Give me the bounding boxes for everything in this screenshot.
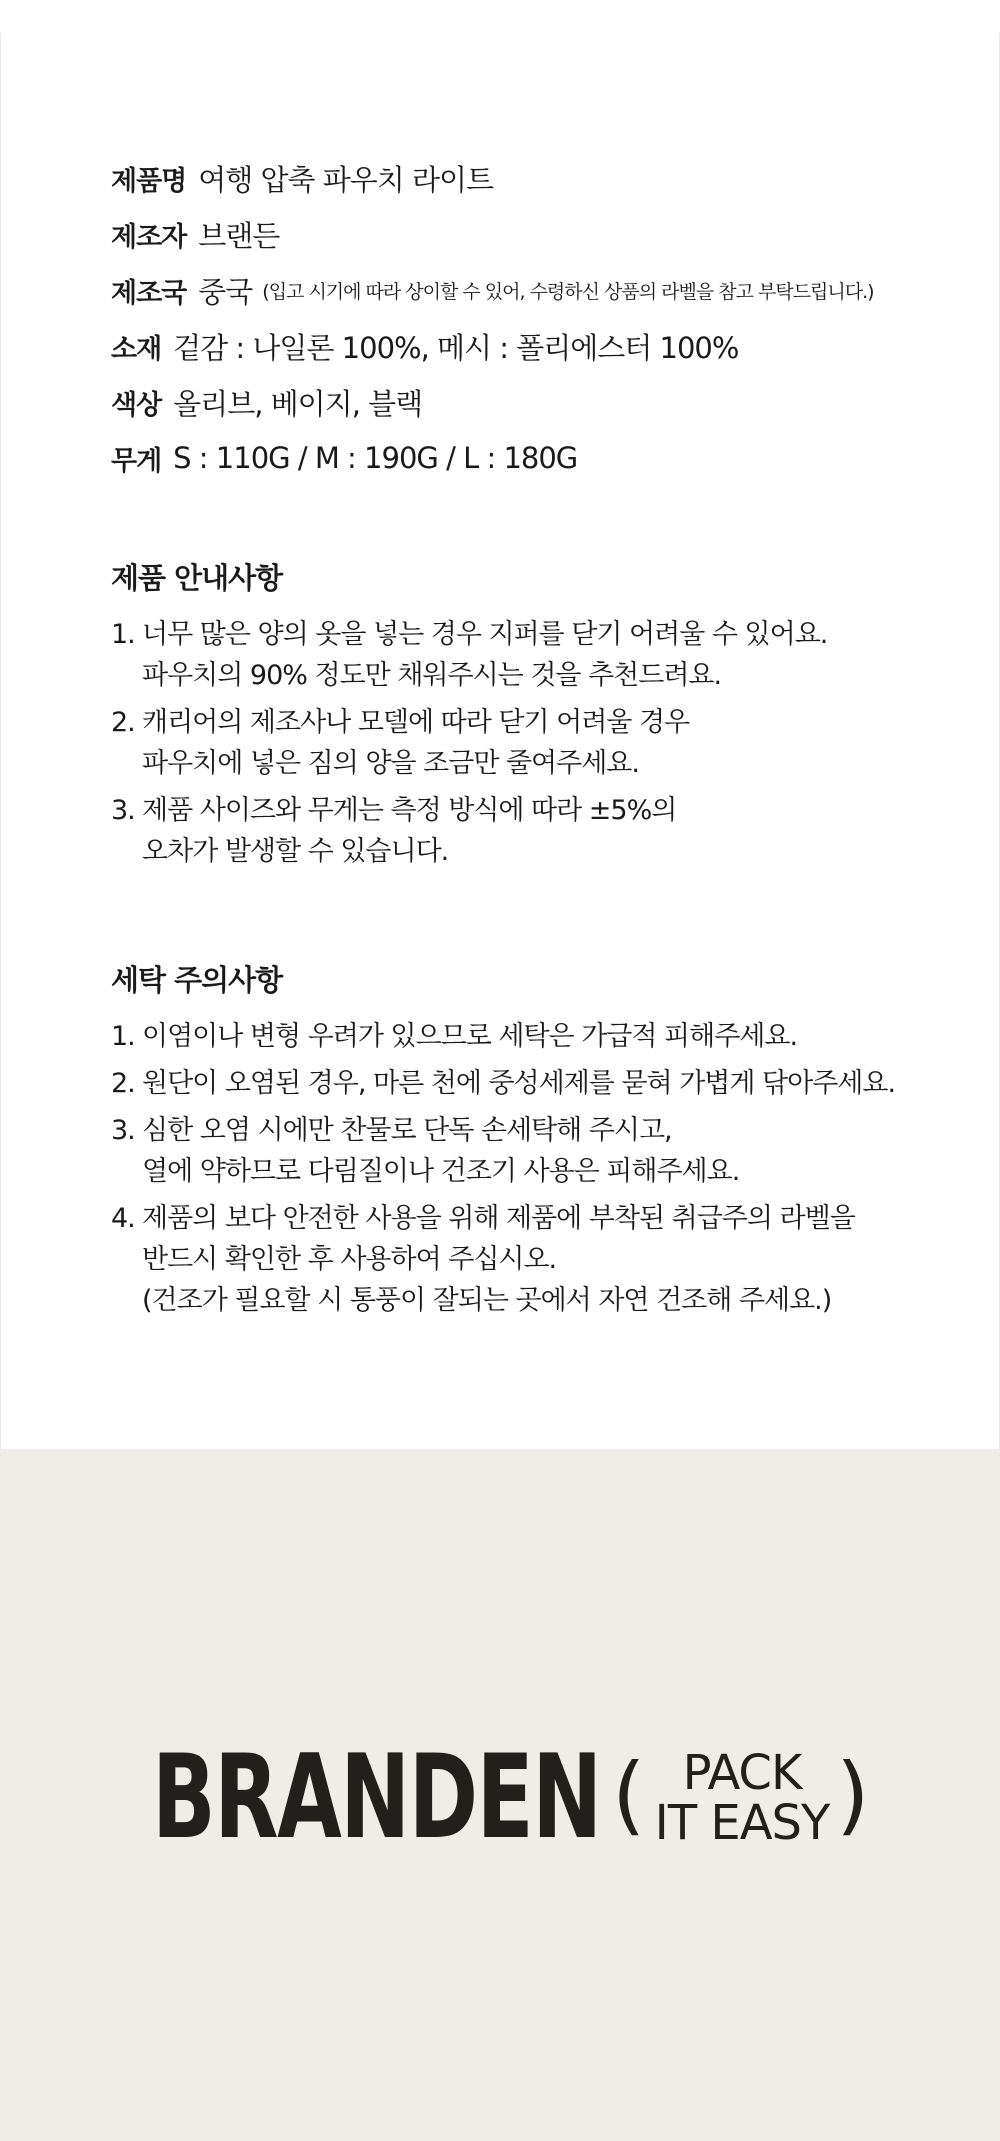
brand-paren-open: ( [612, 1745, 646, 1845]
section-title: 제품 안내사항 [111, 561, 283, 595]
spec-value: 올리브, 베이지, 블랙 [173, 386, 423, 421]
list-item [111, 1198, 961, 1321]
tagline-line: PACK [682, 1745, 802, 1801]
list-text: 캐리어의 제조사나 모델에 따라 닫기 어려울 경우 [142, 707, 690, 738]
spec-row-color [111, 374, 941, 430]
list-number: 1. [111, 619, 135, 650]
list-text: (건조가 필요할 시 통풍이 잘되는 곳에서 자연 건조해 주세요.) [142, 1285, 832, 1316]
list-item [111, 1110, 961, 1192]
list-text: 오차가 발생할 수 있습니다. [142, 836, 449, 867]
brand-paren-close: ) [836, 1745, 870, 1845]
list-text: 제품의 보다 안전한 사용을 위해 제품에 부착된 취급주의 라벨을 [142, 1203, 855, 1234]
list-item [111, 1063, 961, 1104]
spec-label: 색상 [111, 389, 162, 421]
list-item [111, 1016, 961, 1057]
list-text: 열에 약하므로 다림질이나 건조기 사용은 피해주세요. [142, 1156, 740, 1187]
list-text: 파우치에 넣은 짐의 양을 조금만 줄여주세요. [142, 748, 639, 779]
spec-row-weight [111, 430, 941, 486]
spec-list [111, 150, 941, 486]
list-item [111, 790, 961, 872]
list-text: 원단이 오염된 경우, 마른 천에 중성세제를 묻혀 가볍게 닦아주세요. [142, 1068, 896, 1099]
list-text: 제품 사이즈와 무게는 측정 방식에 따라 ±5%의 [142, 795, 677, 826]
section-title: 세탁 주의사항 [111, 963, 283, 997]
list-text: 파우치의 90% 정도만 채워주시는 것을 추천드려요. [142, 660, 722, 691]
list-item [111, 614, 961, 696]
list-number: 4. [111, 1203, 135, 1234]
list-item [111, 702, 961, 784]
spec-label: 소재 [111, 333, 162, 365]
list-number: 2. [111, 707, 135, 738]
spec-value: 여행 압축 파우치 라이트 [198, 162, 494, 197]
spec-row-manufacturer [111, 206, 941, 262]
list-number: 2. [111, 1068, 135, 1099]
list-text: 심한 오염 시에만 찬물로 단독 손세탁해 주시고, [142, 1115, 672, 1146]
tagline-line: IT EASY [654, 1795, 830, 1851]
spec-row-product-name [111, 150, 941, 206]
brand-logo-wordmark: BRANDEN [152, 1730, 601, 1865]
product-notes-section [111, 556, 961, 878]
spec-label: 제품명 [111, 165, 187, 197]
wash-notes-section [111, 958, 961, 1327]
spec-note: (입고 시기에 따라 상이할 수 있어, 수령하신 상품의 라벨을 참고 부탁드립니다.) [262, 280, 874, 303]
spec-row-material [111, 318, 941, 374]
spec-value: 중국 [198, 274, 253, 309]
spec-row-country [111, 262, 941, 318]
spec-value: 브랜든 [198, 218, 280, 253]
spec-value: 겉감 : 나일론 100%, 메시 : 폴리에스터 100% [173, 330, 739, 365]
list-text: 너무 많은 양의 옷을 넣는 경우 지퍼를 닫기 어려울 수 있어요. [142, 619, 828, 650]
spec-label: 제조자 [111, 221, 187, 253]
list-number: 3. [111, 1115, 135, 1146]
list-number: 1. [111, 1021, 135, 1052]
spec-label: 제조국 [111, 277, 187, 309]
list-text: 이염이나 변형 우려가 있으므로 세탁은 가급적 피해주세요. [142, 1021, 798, 1052]
list-text: 반드시 확인한 후 사용하여 주십시오. [142, 1244, 557, 1275]
spec-label: 무게 [111, 445, 162, 477]
list-number: 3. [111, 795, 135, 826]
spec-value: S : 110G / M : 190G / L : 180G [173, 441, 578, 475]
brand-tagline [652, 1745, 832, 1851]
